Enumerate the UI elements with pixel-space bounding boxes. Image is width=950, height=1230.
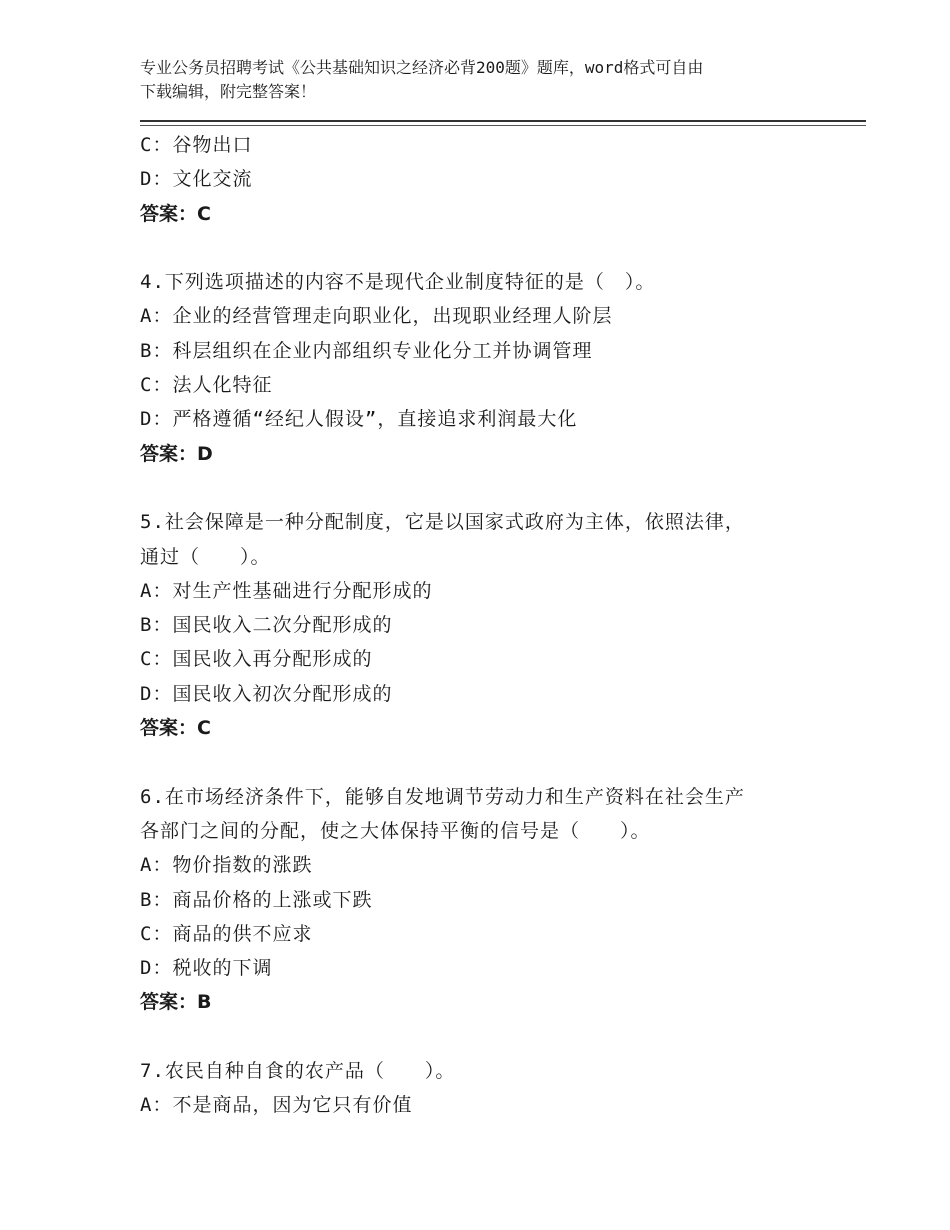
option-q6-d: D：税收的下调	[140, 957, 273, 980]
answer-label: 答案：	[140, 991, 198, 1014]
question-6-stem-line-2: 各部门之间的分配，使之大体保持平衡的信号是（ ）。	[140, 819, 651, 842]
header-rule-thick	[140, 120, 866, 122]
answer-value: B	[197, 991, 212, 1014]
option-q6-a: A：物价指数的涨跌	[140, 854, 313, 877]
answer-q5	[140, 711, 820, 745]
question-5-stem-line-2: 通过（ ）。	[140, 545, 271, 568]
question-list	[140, 128, 820, 1123]
option-q5-a: A：对生产性基础进行分配形成的	[140, 579, 433, 602]
answer-value: D	[197, 442, 213, 465]
answer-q6	[140, 985, 820, 1019]
option-q6-c: C：商品的供不应求	[140, 922, 313, 945]
answer-q4	[140, 437, 820, 471]
option-q5-d: D：国民收入初次分配形成的	[140, 682, 393, 705]
question-4-stem: 4.下列选项描述的内容不是现代企业制度特征的是（ ）。	[140, 271, 656, 294]
question-6-stem-line-1: 6.在市场经济条件下，能够自发地调节劳动力和生产资料在社会生产	[140, 785, 745, 808]
header-line-2: 下载编辑，附完整答案！	[140, 82, 317, 101]
answer-value: C	[197, 717, 211, 740]
option-q4-c: C：法人化特征	[140, 374, 273, 397]
header-line-1: 专业公务员招聘考试《公共基础知识之经济必背200题》题库，word格式可自由	[140, 58, 704, 77]
option-q5-b: B：国民收入二次分配形成的	[140, 614, 393, 637]
answer-label: 答案：	[140, 202, 198, 225]
option-q6-b: B：商品价格的上涨或下跌	[140, 888, 373, 911]
answer-value: C	[197, 202, 211, 225]
answer-q3	[140, 197, 820, 231]
option-q3-c: C：谷物出口	[140, 134, 253, 156]
option-q7-a: A：不是商品，因为它只有价值	[140, 1094, 413, 1117]
option-q4-a: A：企业的经营管理走向职业化，出现职业经理人阶层	[140, 305, 613, 328]
answer-label: 答案：	[140, 717, 198, 740]
document-header	[140, 56, 820, 104]
option-q4-d: D：严格遵循“经纪人假设”，直接追求利润最大化	[140, 408, 578, 431]
option-q4-b: B：科层组织在企业内部组织专业化分工并协调管理	[140, 339, 593, 362]
answer-label: 答案：	[140, 442, 198, 465]
option-q3-d: D：文化交流	[140, 168, 253, 191]
question-7-stem: 7.农民自种自食的农产品（ ）。	[140, 1060, 456, 1083]
question-5-stem-line-1: 5.社会保障是一种分配制度，它是以国家式政府为主体，依照法律，	[140, 511, 745, 534]
header-rule-thin	[140, 125, 866, 126]
option-q5-c: C：国民收入再分配形成的	[140, 648, 373, 671]
